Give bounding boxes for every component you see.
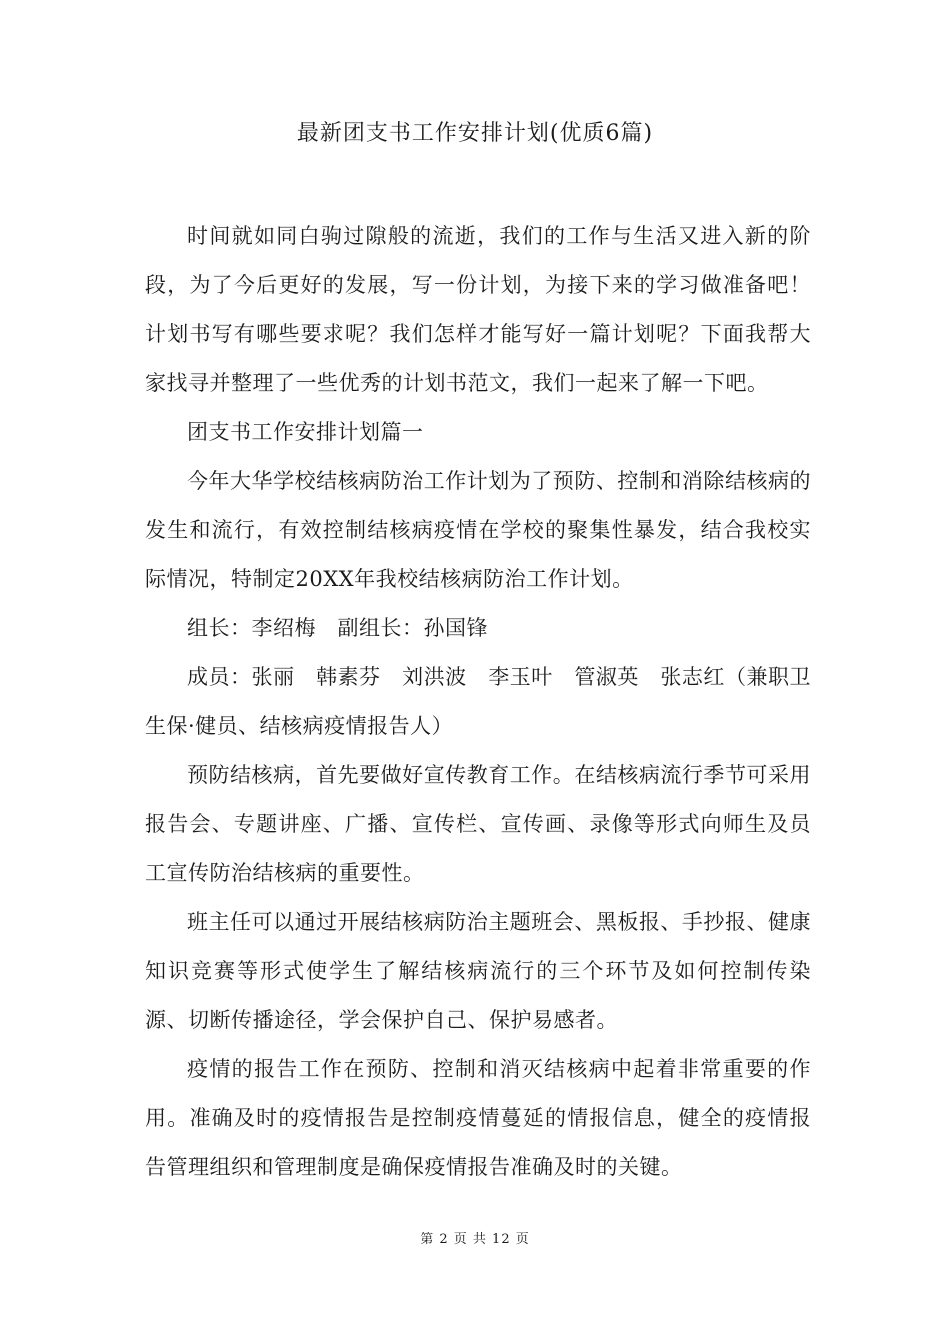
body-paragraph: 班主任可以通过开展结核病防治主题班会、黑板报、手抄报、健康知识竞赛等形式使学生了解结核病流行的三个环节及如何控制传染源、切断传播途径，学会保护自己、保护易感者。 (145, 910, 811, 1032)
intro-paragraph: 时间就如同白驹过隙般的流逝，我们的工作与生活又进入新的阶段，为了今后更好的发展，写一份计划，为接下来的学习做准备吧！计划书写有哪些要求呢？我们怎样才能写好一篇计划呢？下面我帮大家找寻并整理了一些优秀的计划书范文，我们一起来了解一下吧。 (145, 224, 811, 395)
section-heading: 团支书工作安排计划篇一 (187, 420, 424, 444)
members-paragraph: 成员：张丽 韩素芬 刘洪波 李玉叶 管淑英 张志红（兼职卫生保·健员、结核病疫情报告人） (145, 665, 811, 738)
body-paragraph: 预防结核病，首先要做好宣传教育工作。在结核病流行季节可采用报告会、专题讲座、广播、宣传栏、宣传画、录像等形式向师生及员工宣传防治结核病的重要性。 (145, 763, 811, 885)
body-paragraph: 今年大华学校结核病防治工作计划为了预防、控制和消除结核病的发生和流行，有效控制结核病疫情在学校的聚集性暴发，结合我校实际情况，特制定20XX年我校结核病防治工作计划。 (145, 469, 811, 591)
page-number-footer: 第 2 页 共 12 页 (420, 1232, 530, 1247)
page-title: 最新团支书工作安排计划(优质6篇) (296, 121, 654, 146)
document-body (145, 212, 811, 1192)
leader-line: 组长：李绍梅 副组长：孙国锋 (187, 616, 488, 640)
body-paragraph: 疫情的报告工作在预防、控制和消灭结核病中起着非常重要的作用。准确及时的疫情报告是控制疫情蔓延的情报信息，健全的疫情报告管理组织和管理制度是确保疫情报告准确及时的关键。 (145, 1057, 811, 1179)
